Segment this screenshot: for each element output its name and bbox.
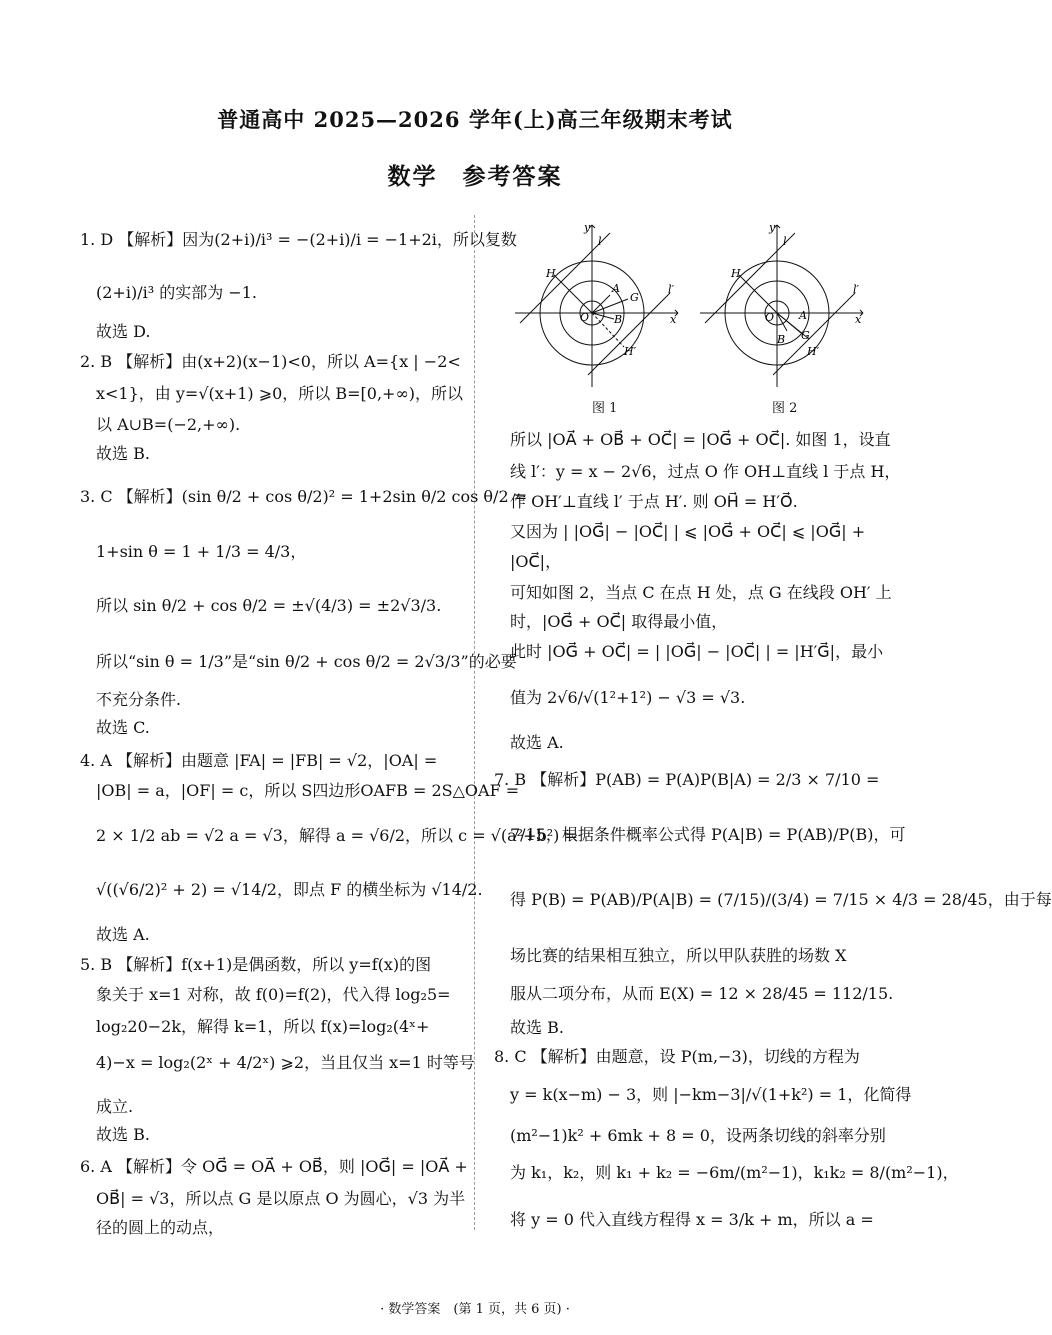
svg-text:B: B [614, 313, 623, 326]
left-text-line: 成立. [96, 1097, 134, 1116]
left-text-line: x<1}，由 y=√(x+1) ⩾0，所以 B=[0,+∞)，所以 [96, 384, 464, 403]
left-text-line: 5. B 【解析】f(x+1)是偶函数，所以 y=f(x)的图 [80, 955, 432, 974]
left-text-line: (2+i)/i³ 的实部为 −1. [96, 283, 257, 302]
left-text-line: 故选 B. [96, 444, 150, 463]
svg-text:G: G [801, 329, 810, 342]
left-text-line: 2. B 【解析】由(x+2)(x−1)<0，所以 A={x | −2< [80, 352, 461, 371]
right-text-line: 线 l′：y = x − 2√6，过点 O 作 OH⊥直线 l 于点 H， [510, 462, 901, 481]
svg-text:y: y [584, 221, 591, 234]
left-text-line: 象关于 x=1 对称，故 f(0)=f(2)，代入得 log₂5= [96, 985, 451, 1004]
right-text-line: y = k(x−m) − 3，则 |−km−3|/√(1+k²) = 1，化简得 [510, 1085, 912, 1104]
figure-2-diagram [695, 215, 875, 390]
left-text-line: 6. A 【解析】令 OG⃗ = OA⃗ + OB⃗，则 |OG⃗| = |OA⃗ + [80, 1157, 468, 1176]
right-text-line: 为 k₁，k₂，则 k₁ + k₂ = −6m/(m²−1)，k₁k₂ = 8/(m²−1)， [510, 1163, 959, 1182]
right-text-line: 时，|OG⃗ + OC⃗| 取得最小值， [510, 612, 728, 631]
svg-text:x: x [855, 313, 862, 326]
left-text-line: 不充分条件. [96, 690, 182, 709]
left-text-line: 以 A∪B=(−2,+∞). [96, 415, 241, 434]
page-footer: · 数学答案 (第 1 页，共 6 页) · [380, 1302, 570, 1317]
svg-text:l′: l′ [668, 283, 675, 296]
left-text-line: |OB| = a，|OF| = c，所以 S四边形OAFB = 2S△OAF = [96, 781, 520, 800]
left-text-line: 1. D 【解析】因为(2+i)/i³ = −(2+i)/i = −1+2i，所以复数 [80, 230, 517, 249]
svg-text:A: A [799, 309, 807, 322]
right-text-line: 服从二项分布，从而 E(X) = 12 × 28/45 = 112/15. [510, 984, 894, 1003]
left-text-line: 2 × 1/2 ab = √2 a = √3，解得 a = √6/2，所以 c = √(a²+b²) = [96, 826, 578, 845]
figure-1-caption: 图 1 [592, 401, 618, 416]
right-text-line: 作 OH′⊥直线 l′ 于点 H′. 则 OH⃗ = H′O⃗. [510, 492, 798, 511]
figure-2-caption: 图 2 [772, 401, 798, 416]
left-text-line: 径的圆上的动点， [96, 1218, 225, 1237]
right-text-line: 场比赛的结果相互独立，所以甲队获胜的场数 X [510, 946, 847, 965]
svg-text:O: O [580, 311, 590, 324]
svg-text:A: A [612, 282, 620, 295]
left-text-line: 4. A 【解析】由题意 |FA| = |FB| = √2，|OA| = [80, 751, 438, 770]
left-text-line: 4)−x = log₂(2ˣ + 4/2ˣ) ⩾2，当且仅当 x=1 时等号 [96, 1053, 475, 1072]
svg-text:y: y [769, 221, 776, 234]
svg-text:H′: H′ [624, 345, 637, 358]
figure-1-diagram [510, 215, 690, 390]
right-text-line: 将 y = 0 代入直线方程得 x = 3/k + m，所以 a = [510, 1210, 874, 1229]
svg-text:H: H [731, 267, 741, 280]
left-text-line: 3. C 【解析】(sin θ/2 + cos θ/2)² = 1+2sin θ/2 cos θ/2 = [80, 487, 528, 506]
svg-text:B: B [777, 333, 786, 346]
left-text-line: 故选 A. [96, 925, 150, 944]
right-text-line: 得 P(B) = P(AB)/P(A|B) = (7/15)/(3/4) = 7/15 × 4/3 = 28/45，由于每 [510, 890, 1052, 909]
svg-text:l: l [783, 235, 787, 248]
right-text-line: 故选 B. [510, 1018, 564, 1037]
svg-text:l′: l′ [853, 283, 860, 296]
svg-text:H′: H′ [807, 345, 820, 358]
right-text-line: 8. C 【解析】由题意，设 P(m,−3)，切线的方程为 [494, 1047, 860, 1066]
left-text-line: 所以 sin θ/2 + cos θ/2 = ±√(4/3) = ±2√3/3. [96, 596, 442, 615]
right-text-line: 可知如图 2，当点 C 在点 H 处，点 G 在线段 OH′ 上 [510, 583, 892, 602]
left-text-line: 故选 D. [96, 322, 151, 341]
right-text-line: 又因为 | |OG⃗| − |OC⃗| | ⩽ |OG⃗ + OC⃗| ⩽ |OG⃗| + [510, 522, 866, 541]
right-text-line: 7. B 【解析】P(AB) = P(A)P(B|A) = 2/3 × 7/10 = [494, 770, 880, 789]
svg-text:H: H [546, 267, 556, 280]
right-text-line: 所以 |OA⃗ + OB⃗ + OC⃗| = |OG⃗ + OC⃗|. 如图 1，设直 [510, 430, 891, 449]
right-text-line: 此时 |OG⃗ + OC⃗| = | |OG⃗| − |OC⃗| | = |H′G⃗|，最小 [510, 642, 884, 661]
svg-text:x: x [670, 313, 677, 326]
left-text-line: √((√6/2)² + 2) = √14/2，即点 F 的横坐标为 √14/2. [96, 880, 483, 899]
left-text-line: 故选 B. [96, 1125, 150, 1144]
page-title: 普通高中 2025—2026 学年(上)高三年级期末考试 [217, 107, 733, 132]
left-text-line: log₂20−2k，解得 k=1，所以 f(x)=log₂(4ˣ+ [96, 1017, 430, 1036]
right-text-line: 7/15，根据条件概率公式得 P(A|B) = P(AB)/P(B)，可 [510, 825, 906, 844]
left-text-line: 故选 C. [96, 718, 150, 737]
right-text-line: |OC⃗|， [510, 552, 562, 571]
svg-text:l: l [598, 235, 602, 248]
right-text-line: 故选 A. [510, 733, 564, 752]
column-divider [474, 215, 475, 1230]
right-text-line: 值为 2√6/√(1²+1²) − √3 = √3. [510, 688, 746, 707]
svg-text:G: G [630, 291, 639, 304]
svg-text:O: O [765, 311, 775, 324]
left-text-line: 所以“sin θ = 1/3”是“sin θ/2 + cos θ/2 = 2√3/3”的必要 [96, 652, 517, 671]
left-text-line: 1+sin θ = 1 + 1/3 = 4/3， [96, 542, 307, 561]
page-subtitle: 数学 参考答案 [387, 163, 563, 190]
right-text-line: (m²−1)k² + 6mk + 8 = 0，设两条切线的斜率分别 [510, 1126, 886, 1145]
left-text-line: OB⃗| = √3，所以点 G 是以原点 O 为圆心，√3 为半 [96, 1189, 466, 1208]
